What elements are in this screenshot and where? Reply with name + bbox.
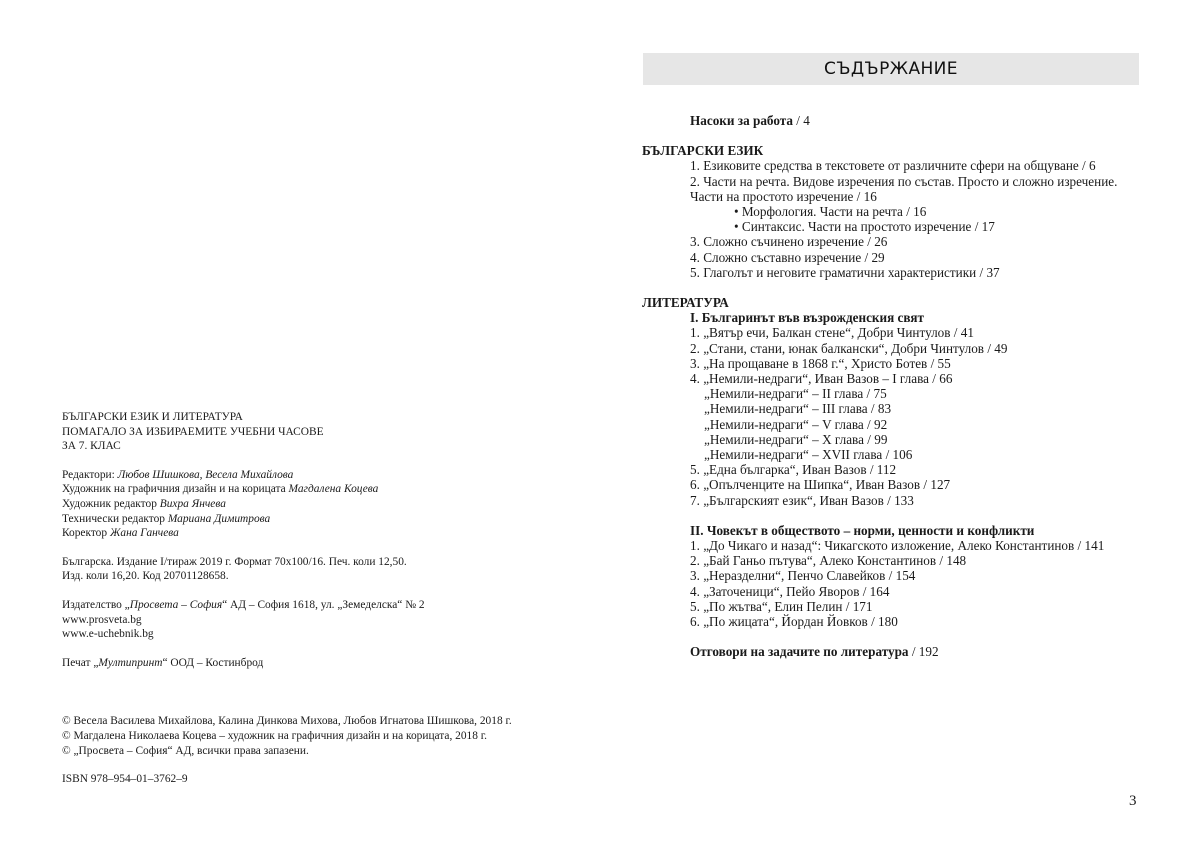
toc-section-language: БЪЛГАРСКИ ЕЗИК [642, 143, 764, 159]
toc-entry[interactable]: 4. „Немили-недраги“, Иван Вазов – I глава / 66 [690, 371, 953, 387]
book-title-line: ПОМАГАЛО ЗА ИЗБИРАЕМИТЕ УЧЕБНИ ЧАСОВЕ [62, 425, 324, 438]
toc-heading: СЪДЪРЖАНИЕ [643, 53, 1139, 85]
publisher-info [62, 598, 582, 642]
book-title-line: БЪЛГАРСКИ ЕЗИК И ЛИТЕРАТУРА [62, 411, 243, 423]
toc-subentry[interactable]: • Синтаксис. Части на простото изречение / 17 [734, 219, 995, 235]
toc-entry[interactable]: 6. „Опълченците на Шипка“, Иван Вазов / 127 [690, 477, 951, 493]
website-link: www.prosveta.bg [62, 613, 142, 626]
toc-entry[interactable]: 5. „Една българка“, Иван Вазов / 112 [690, 462, 897, 478]
toc-subentry[interactable]: „Немили-недраги“ – XVII глава / 106 [704, 447, 913, 463]
toc-intro[interactable]: Насоки за работа / 4 [690, 113, 810, 128]
toc-part-2-title: II. Човекът в обществото – норми, ценности и конфликти [690, 522, 1035, 538]
publisher-line: Издателство „Просвета – София“ АД – София 1618, ул. „Земеделска“ № 2 [62, 598, 425, 611]
toc-entry[interactable]: 2. „Бай Ганьо пътува“, Алеко Константинов / 148 [690, 553, 967, 569]
book-title [62, 410, 582, 454]
toc-subentry[interactable]: „Немили-недраги“ – X глава / 99 [704, 431, 888, 447]
book-title-line: ЗА 7. КЛАС [62, 440, 121, 453]
credit-art-editor: Художник редактор Вихра Янчева [62, 497, 226, 510]
toc-entry[interactable]: 2. „Стани, стани, юнак балкански“, Добри Чинтулов / 49 [690, 340, 1008, 356]
website-link: www.e-uchebnik.bg [62, 628, 154, 641]
toc-entry[interactable]: 3. „Неразделни“, Пенчо Славейков / 154 [690, 568, 916, 584]
toc-entry[interactable]: 3. Сложно съчинено изречение / 26 [690, 234, 888, 250]
credit-designer: Художник на графичния дизайн и на корицата Магдалена Коцева [62, 483, 379, 496]
toc-entry-continuation[interactable]: Части на простото изречение / 16 [690, 188, 877, 204]
copyright-line: © Магдалена Николаева Коцева – художник на графичния дизайн и на корицата, 2018 г. [62, 729, 488, 742]
toc-entry[interactable]: 2. Части на речта. Видове изречения по състав. Просто и сложно изречение. [690, 173, 1118, 189]
toc-answers[interactable]: Отговори на задачите по литература / 192 [690, 644, 939, 660]
toc-entry[interactable]: 1. „Вятър ечи, Балкан стене“, Добри Чинтулов / 41 [690, 325, 974, 341]
copyright-line: © Весела Василева Михайлова, Калина Динкова Михова, Любов Игнатова Шишкова, 2018 г. [62, 715, 512, 728]
copyright-line: © „Просвета – София“ АД, всички права запазени. [62, 744, 309, 757]
toc-subentry[interactable]: „Немили-недраги“ – V глава / 92 [704, 416, 888, 432]
toc-entry[interactable]: 4. „Заточеници“, Пейо Яворов / 164 [690, 583, 890, 599]
credit-technical-editor: Технически редактор Мариана Димитрова [62, 512, 271, 525]
copyright-block [62, 714, 582, 758]
toc-entry[interactable]: 1. Езиковите средства в текстовете от различните сфери на общуване / 6 [690, 158, 1096, 174]
imprint-block [62, 410, 582, 787]
toc-subentry[interactable]: „Немили-недраги“ – II глава / 75 [704, 386, 887, 402]
toc-entry[interactable]: 6. „По жицата“, Йордан Йовков / 180 [690, 614, 898, 630]
table-of-contents [642, 113, 1142, 660]
toc-entry[interactable]: 4. Сложно съставно изречение / 29 [690, 249, 885, 265]
toc-entry[interactable]: 1. „До Чикаго и назад“: Чикагското изложение, Алеко Константинов / 141 [690, 538, 1105, 554]
toc-entry[interactable]: 5. „По жътва“, Елин Пелин / 171 [690, 598, 873, 614]
toc-entry[interactable]: 3. „На прощаване в 1868 г.“, Христо Ботев / 55 [690, 355, 951, 371]
toc-part-1-title: I. Българинът във възрожденския свят [690, 310, 924, 326]
edition-line: Българска. Издание I/тираж 2019 г. Формат 70х100/16. Печ. коли 12,50. [62, 555, 407, 568]
credit-editors: Редактори: Любов Шишкова, Весела Михайлова [62, 468, 294, 481]
credits [62, 468, 582, 541]
page-number: 3 [1129, 793, 1137, 809]
toc-entry[interactable]: 5. Глаголът и неговите граматични характеристики / 37 [690, 264, 1000, 280]
toc-entry[interactable]: 7. „Българският език“, Иван Вазов / 133 [690, 492, 914, 508]
printer-info [62, 656, 582, 671]
toc-subentry[interactable]: „Немили-недраги“ – III глава / 83 [704, 401, 892, 417]
toc-subentry[interactable]: • Морфология. Части на речта / 16 [734, 204, 927, 220]
edition-line: Изд. коли 16,20. Код 20701128658. [62, 570, 229, 583]
isbn: ISBN 978–954–01–3762–9 [62, 773, 188, 786]
credit-proofreader: Коректор Жана Ганчева [62, 527, 179, 540]
printer-line: Печат „Мултипринт“ ООД – Костинброд [62, 656, 264, 669]
toc-section-literature: ЛИТЕРАТУРА [642, 295, 729, 311]
edition-info [62, 555, 582, 584]
